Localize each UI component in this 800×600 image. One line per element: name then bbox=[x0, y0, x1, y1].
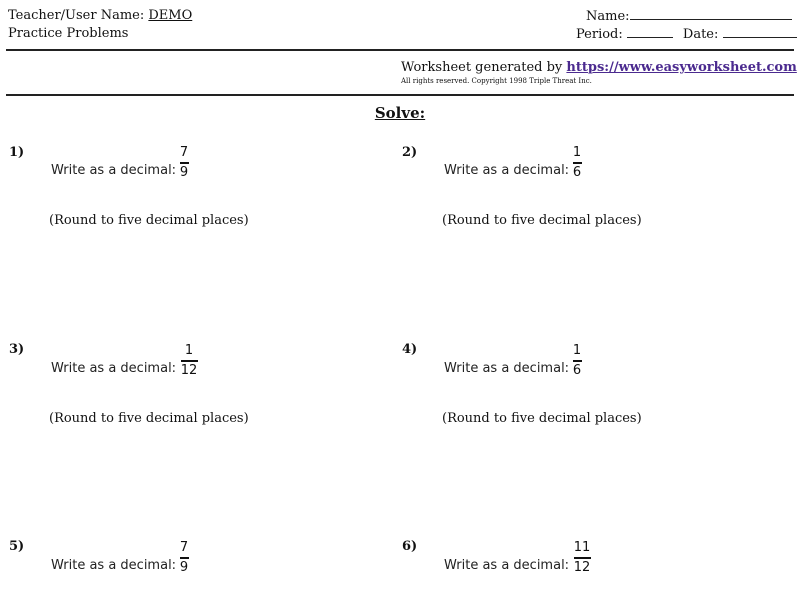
fraction bbox=[169, 145, 199, 181]
fraction-bar bbox=[574, 557, 591, 559]
teacher-name bbox=[8, 8, 192, 23]
fraction-bar bbox=[181, 360, 198, 362]
generator-credit bbox=[401, 60, 797, 75]
fraction-denominator: 12 bbox=[573, 560, 591, 575]
problem-prompt: Write as a decimal: bbox=[444, 361, 570, 376]
header-divider bbox=[6, 49, 794, 51]
problem-prompt: Write as a decimal: bbox=[51, 163, 177, 178]
problem-number: 2) bbox=[402, 145, 418, 160]
fraction bbox=[562, 343, 592, 379]
fraction bbox=[174, 343, 204, 379]
problem-prompt: Write as a decimal: bbox=[444, 163, 570, 178]
fraction-denominator: 9 bbox=[179, 560, 189, 575]
fraction-numerator: 7 bbox=[179, 540, 189, 555]
problem-number: 5) bbox=[9, 539, 25, 554]
fraction bbox=[562, 145, 592, 181]
fraction bbox=[169, 540, 199, 576]
date-blank-line bbox=[723, 26, 797, 38]
rounding-instruction: (Round to five decimal places) bbox=[442, 213, 642, 228]
fraction-bar bbox=[573, 162, 582, 164]
problem-number: 4) bbox=[402, 342, 418, 357]
name-blank-line bbox=[630, 8, 792, 20]
rounding-instruction: (Round to five decimal places) bbox=[49, 213, 249, 228]
copyright-text: All rights reserved. Copyright 1998 Triple Threat Inc. bbox=[401, 77, 592, 85]
period-date-row bbox=[576, 26, 797, 42]
fraction-denominator: 12 bbox=[180, 363, 198, 378]
problem-prompt: Write as a decimal: bbox=[51, 361, 177, 376]
fraction-denominator: 9 bbox=[179, 165, 189, 180]
rounding-instruction: (Round to five decimal places) bbox=[442, 411, 642, 426]
fraction-bar bbox=[573, 360, 582, 362]
fraction bbox=[567, 540, 597, 576]
fraction-numerator: 11 bbox=[573, 540, 591, 555]
rounding-instruction: (Round to five decimal places) bbox=[49, 411, 249, 426]
fraction-numerator: 1 bbox=[184, 343, 194, 358]
worksheet-subtitle: Practice Problems bbox=[8, 26, 129, 41]
problem-number: 3) bbox=[9, 342, 25, 357]
content-divider bbox=[6, 94, 794, 96]
fraction-numerator: 1 bbox=[572, 145, 582, 160]
period-blank-line bbox=[627, 26, 673, 38]
problem-prompt: Write as a decimal: bbox=[444, 558, 570, 573]
fraction-numerator: 1 bbox=[572, 343, 582, 358]
teacher-value: DEMO bbox=[148, 8, 193, 23]
period-label: Period: bbox=[576, 27, 627, 42]
student-name-field bbox=[586, 8, 792, 24]
generator-prefix: Worksheet generated by bbox=[401, 60, 567, 75]
solve-heading: Solve: bbox=[374, 104, 426, 122]
problem-number: 6) bbox=[402, 539, 418, 554]
fraction-bar bbox=[180, 557, 189, 559]
teacher-label: Teacher/User Name: bbox=[8, 8, 149, 23]
fraction-bar bbox=[180, 162, 189, 164]
fraction-denominator: 6 bbox=[572, 165, 582, 180]
fraction-numerator: 7 bbox=[179, 145, 189, 160]
date-label: Date: bbox=[682, 27, 723, 42]
problem-number: 1) bbox=[9, 145, 25, 160]
problem-prompt: Write as a decimal: bbox=[51, 558, 177, 573]
fraction-denominator: 6 bbox=[572, 363, 582, 378]
name-label: Name: bbox=[586, 9, 630, 24]
generator-link[interactable]: https://www.easyworksheet.com bbox=[566, 60, 797, 75]
